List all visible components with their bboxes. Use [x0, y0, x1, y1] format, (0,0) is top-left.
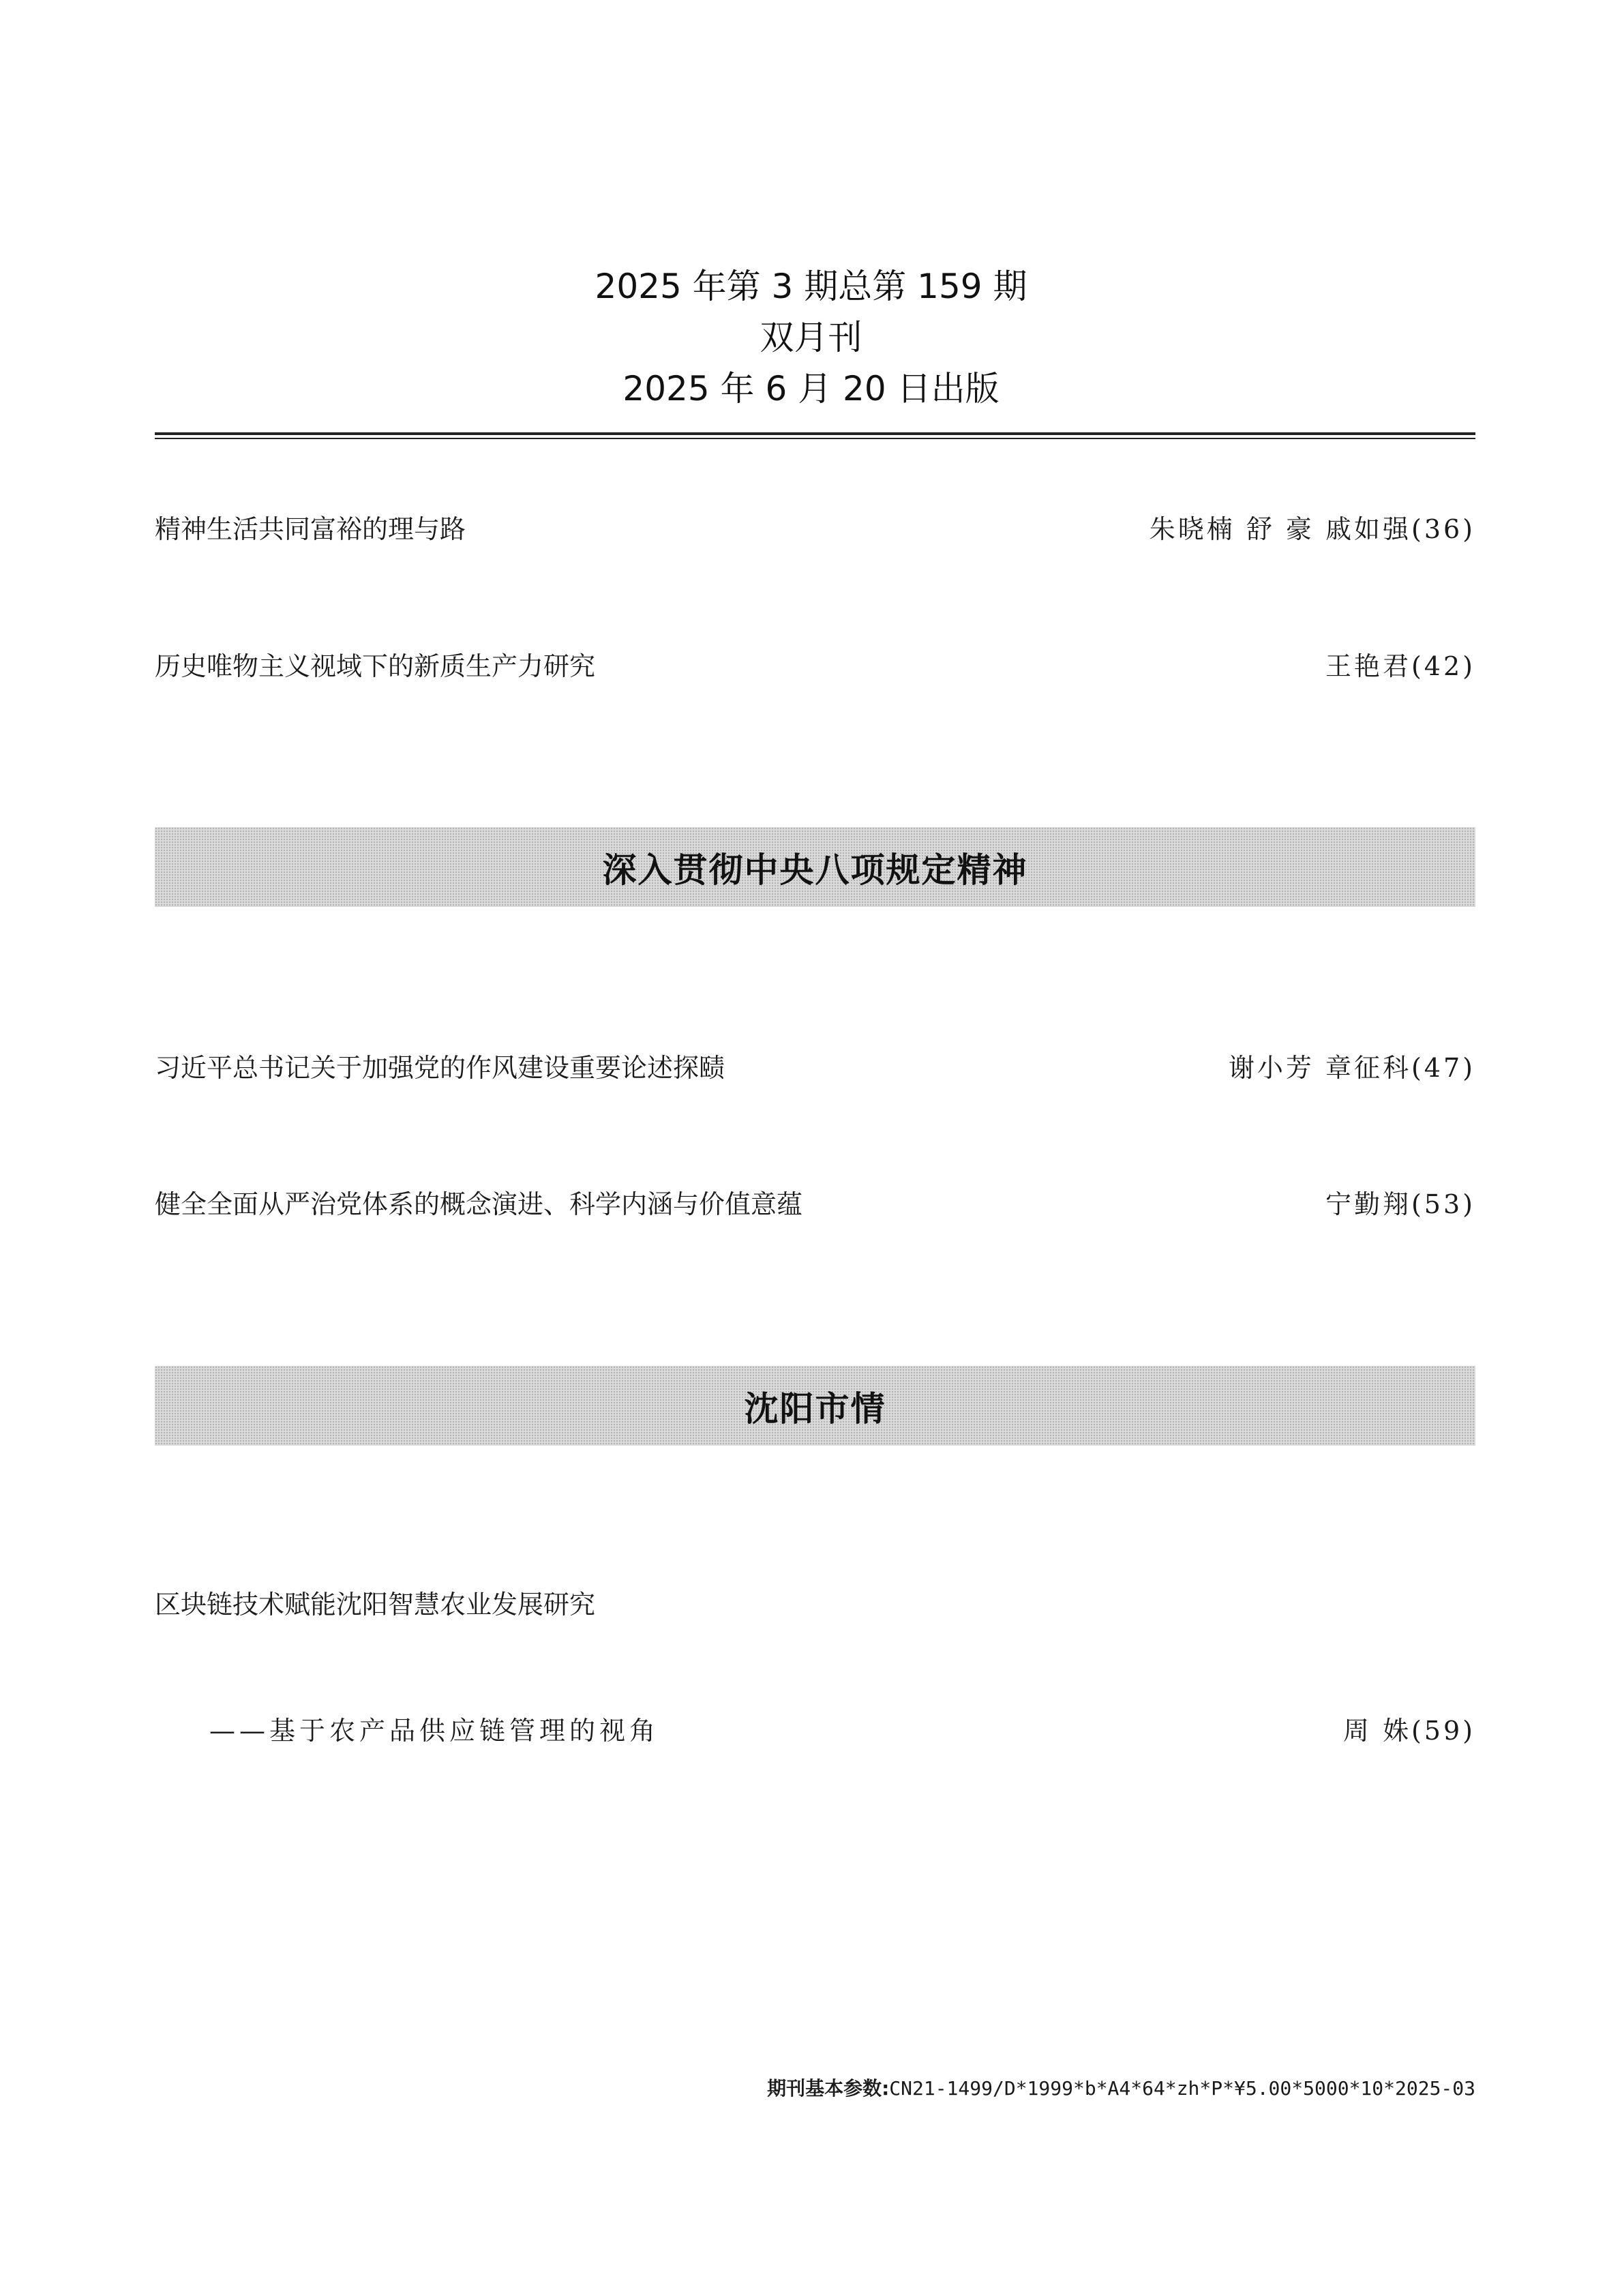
- section-heading-band: 沈阳市情: [155, 1366, 1475, 1446]
- article-title: 区块链技术赋能沈阳智慧农业发展研究: [155, 1590, 596, 1620]
- section-heading-band: 深入贯彻中央八项规定精神: [155, 827, 1475, 907]
- article-authors: 周 姝(59): [1342, 1716, 1475, 1746]
- toc-entry[interactable]: [155, 646, 1475, 687]
- toc-entry[interactable]: [155, 509, 1475, 550]
- frequency: 双月刊: [760, 318, 862, 357]
- parameters-value: CN21-1499/D*1999*b*A4*64*zh*P*¥5.00*5000*10*2025-03: [889, 2077, 1475, 2100]
- toc-entry[interactable]: [155, 1584, 1475, 1625]
- article-title: 精神生活共同富裕的理与路: [155, 514, 466, 544]
- article-subtitle: ——基于农产品供应链管理的视角: [209, 1716, 660, 1746]
- article-title: 历史唯物主义视域下的新质生产力研究: [155, 651, 596, 681]
- article-authors: 谢小芳 章征科(47): [1228, 1053, 1475, 1083]
- publish-date: 2025 年 6 月 20 日出版: [622, 369, 1000, 408]
- parameters-label: 期刊基本参数:: [767, 2077, 890, 2100]
- toc-entry[interactable]: [155, 1184, 1475, 1225]
- issue-line: 2025 年第 3 期总第 159 期: [595, 267, 1027, 306]
- article-authors: 朱晓楠 舒 豪 戚如强(36): [1149, 514, 1475, 544]
- header-rule-thick: [155, 432, 1475, 435]
- header-rule-thin: [155, 438, 1475, 439]
- article-authors: 王艳君(42): [1325, 651, 1475, 681]
- journal-parameters: [767, 2075, 1475, 2102]
- toc-entry[interactable]: [155, 1047, 1475, 1088]
- article-authors: 宁勤翔(53): [1325, 1189, 1475, 1219]
- toc-entry-subtitle[interactable]: [155, 1710, 1475, 1751]
- article-title: 健全全面从严治党体系的概念演进、科学内涵与价值意蕴: [155, 1189, 803, 1219]
- article-title: 习近平总书记关于加强党的作风建设重要论述探赜: [155, 1053, 725, 1083]
